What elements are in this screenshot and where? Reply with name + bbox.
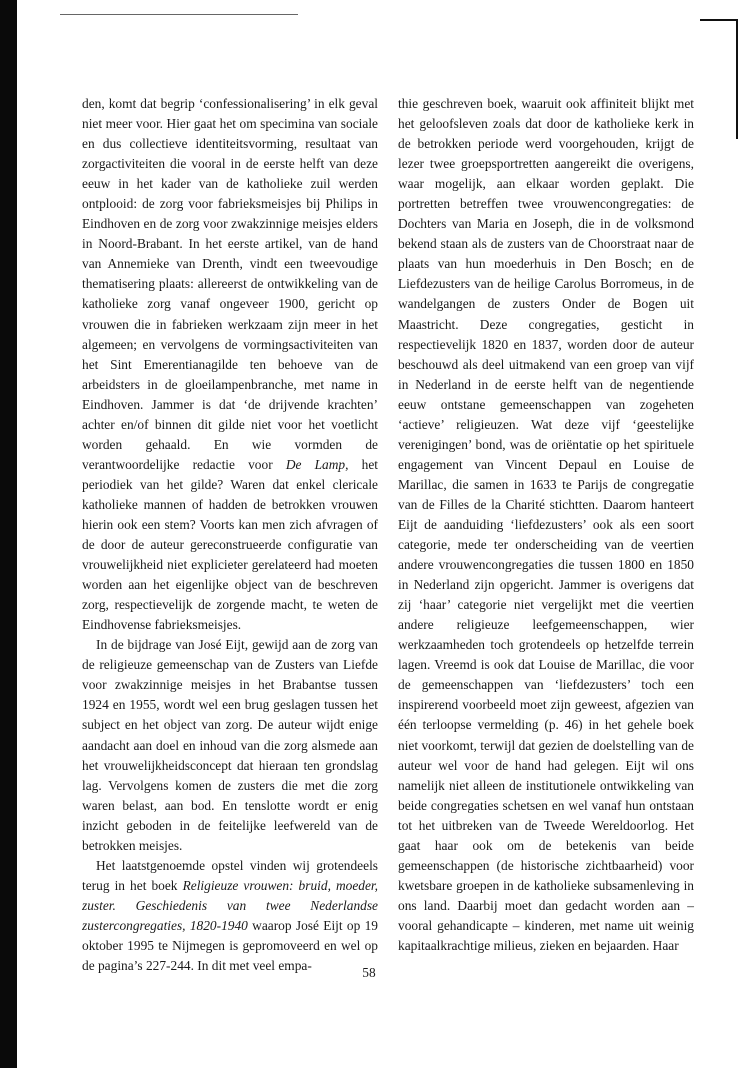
left-column [82, 94, 378, 976]
paragraph: In de bijdrage van José Eijt, gewijd aan de zorg van de religieuze gemeenschap van de Zusters van Liefde voor zwakzinnige meisjes in het Brabantse tussen 1924 en 1955, wordt wel een brug geslagen tussen het subject en het object van zorg. De auteur wijdt enige aandacht aan doel en inhoud van die zorg alsmede aan het vrouwelijkheidsconcept dat hieraan ten grondslag lag. Vervolgens komen de zusters die met die zorg waren belast, aan bod. En tenslotte wordt er enig inzicht geboden in de feitelijke leefwereld van de betrokken meisjes. [82, 637, 378, 853]
paragraph: Het laatstgenoemde opstel vinden wij grotendeels terug in het boek Religieuze vrouwen: bruid, moeder, zuster. Geschiedenis van twee Nederlandse zustercongregaties, 1820-1940 waarop José Eijt op 19 oktober 1995 te Nijmegen is gepromoveerd en wel op de pagina’s 227-244. In dit met veel empa- [82, 857, 379, 974]
scan-edge [0, 0, 17, 1068]
right-column [398, 94, 694, 956]
book-title: Religieuze vrouwen: bruid, moeder, zuster. Geschiedenis van twee Nederlandse zustercongregaties, 1820-1940 [82, 877, 378, 933]
page-number: 58 [362, 965, 376, 980]
periodical-title: De Lamp [285, 456, 346, 472]
crop-mark-horizontal [700, 19, 738, 21]
paragraph: thie geschreven boek, waaruit ook affiniteit blijkt met het geloofsleven zoals dat door de katholieke kerk in de betrokken periode werd voorgehouden, krijgt de lezer twee groepsportretten aangereikt die overigens, waar mogelijk, aan elkaar worden geplakt. Die portretten betreffen twee vrouwencongregaties: de Dochters van Maria en Joseph, die in de volksmond bekend staan als de zusters van de Choorstraat naar de plaats van hun moederhuis in Den Bosch; en de Liefdezusters van de heilige Carolus Borromeus, in de wandelgangen de zusters Onder de Bogen uit Maastricht. Deze congregaties, gesticht in respectievelijk 1820 en 1837, worden door de auteur beschouwd als deel uitmakend van een groep van vijf in Nederland in de eerste helft van de negentiende eeuw ontstane gemeenschappen van zogeheten ‘actieve’ religieuzen. Wat deze vijf ‘geestelijke verenigingen’ bond, was de oriëntatie op het spirituele engagement van Vincent Depaul en Louise de Marillac, die samen in 1633 te Parijs de congregatie van de Filles de la Charité stichtten. Daarom hanteert Eijt de aanduiding ‘liefdezusters’ ook als een soort categorie, mede ter onderscheiding van de veertien andere vrouwencongregaties die tussen 1800 en 1850 in Nederland zijn opgericht. Jammer is overigens dat zij ‘haar’ categorie niet vergelijkt met die veertien andere religieuze leefgemeenschappen, wier werkzaamheden toch grotendeels op hetzelfde terrein lagen. Vreemd is ook dat Louise de Marillac, die voor de gemeenschappen van ‘liefdezusters’ toch een inspirerend voorbeeld moet zijn geweest, afgezien van één terloopse vermelding (p. 46) in het gehele boek niet voorkomt, terwijl dat gezien de doelstelling van de auteur wel voor de hand had gelegen. Eijt wil ons namelijk niet alleen de institutionele ontwikkeling van beide congregaties schetsen en wel vanaf hun ontstaan tot het uitbreken van de Tweede Wereldoorlog. Het gaat haar ook om de betekenis van beide gemeenschappen (de historische zichtbaarheid) voor kwetsbare groepen in de katholieke subsamenleving in ons land. Daarbij moet dan gedacht worden aan – vooral gehandicapte – kinderen, met name uit weinig kapitaalkrachtige milieus, zieken en bejaarden. Haar [398, 96, 694, 953]
paragraph: den, komt dat begrip ‘confessionalisering’ in elk geval niet meer voor. Hier gaat het om specimina van sociale en dus collectieve identiteitsvorming, resultaat van zorgactiviteiten die vooral in de eerste helft van deze eeuw in het kader van de katholieke zuil werden ontplooid: de zorg voor fabrieksmeisjes bij Philips in Eindhoven en de zorg voor zwakzinnige meisjes elders in Noord-Brabant. In het eerste artikel, van de hand van Annemieke van Drenth, vindt een tweevoudige thematisering plaats: allereerst de ontwikkeling van de katholieke zorg vanaf ongeveer 1900, gericht op vrouwen die in fabrieken werkzaam zijn meer in het algemeen; en vervolgens de vormingsactiviteiten van het Sint Emerentianagilde ten behoeve van de arbeidsters in de gloeilampenbranche, met name in Eindhoven. Jammer is dat ‘de drijvende krachten’ achter en/of binnen dit gilde niet voor het voetlicht worden gehaald. En wie vormden de verantwoordelijke redactie voor De Lamp, het periodiek van het gilde? Waren dat enkel clericale katholieke mannen of hadden de betrokken vrouwen hierin ook een stem? Voorts kan men zich afvragen of de door de auteur gereconstrueerde configuratie van vrouwelijkheid niet explicieter gerelateerd had moeten worden aan het eigenlijke object van de beschreven zorg, respectievelijk de zorgende macht, te weten de Eindhovense fabrieksmeisjes. [82, 96, 378, 633]
header-rule [60, 14, 298, 15]
